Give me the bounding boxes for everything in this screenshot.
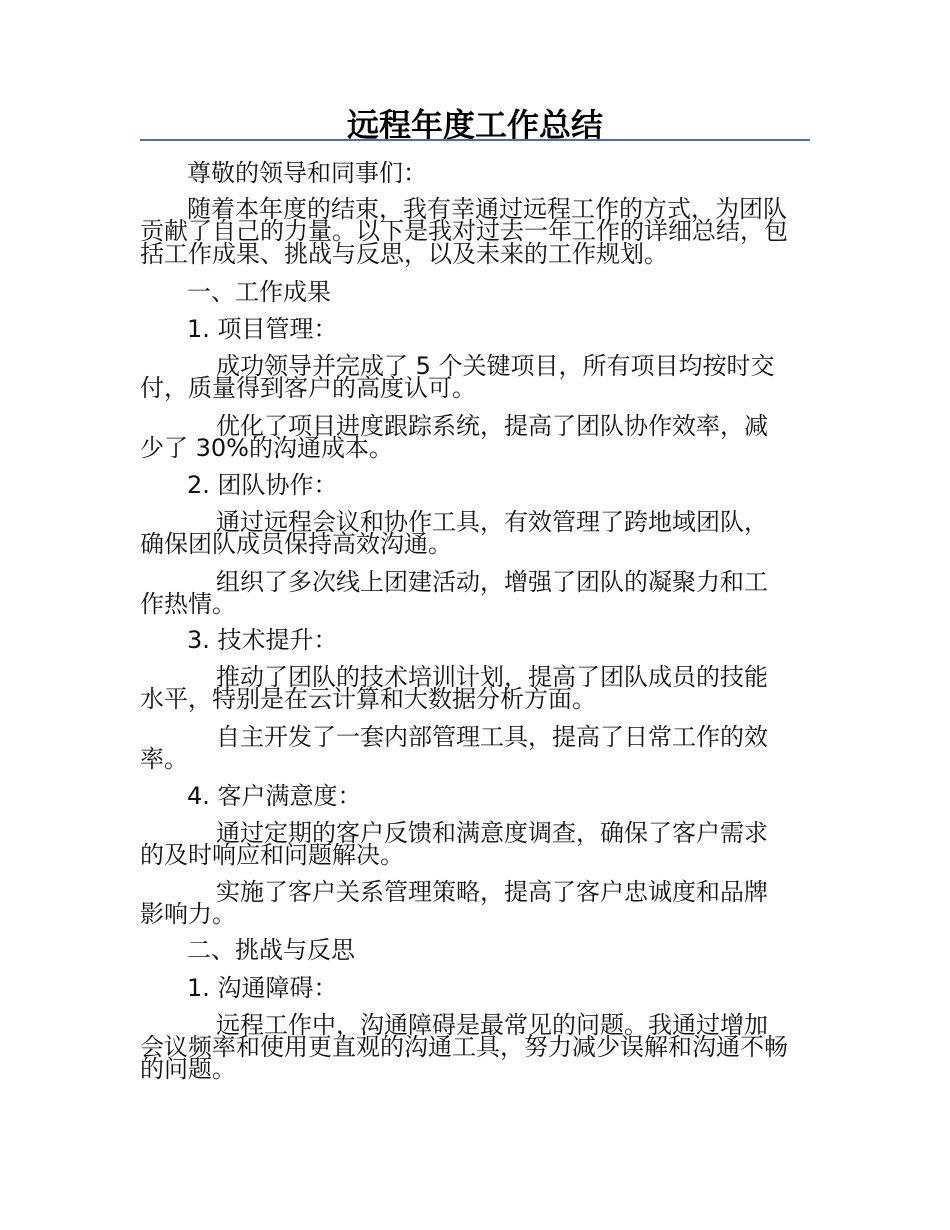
paragraph-line: 作热情。: [140, 590, 236, 618]
paragraph-line: 率。: [140, 745, 188, 773]
subheading-tech-improvement: 3. 技术提升：: [187, 626, 338, 654]
intro-line-2: 贡献了自己的力量。以下是我对过去一年工作的详细总结，包: [140, 217, 788, 245]
paragraph-line: 实施了客户关系管理策略，提高了客户忠诚度和品牌: [216, 878, 768, 906]
paragraph-line: 远程工作中，沟通障碍是最常见的问题。我通过增加: [216, 1011, 768, 1039]
paragraph-line: 少了 30%的沟通成本。: [140, 434, 393, 462]
paragraph-line: 的问题。: [140, 1055, 236, 1083]
title-underline: [140, 139, 810, 141]
paragraph-line: 通过远程会议和协作工具，有效管理了跨地域团队，: [216, 508, 768, 536]
section-heading-challenges: 二、挑战与反思: [187, 936, 355, 964]
subheading-customer-satisfaction: 4. 客户满意度：: [187, 782, 362, 810]
subheading-project-management: 1. 项目管理：: [187, 315, 338, 343]
paragraph-line: 确保团队成员保持高效沟通。: [140, 530, 452, 558]
intro-line-1: 随着本年度的结束，我有幸通过远程工作的方式，为团队: [187, 195, 787, 223]
paragraph-line: 自主开发了一套内部管理工具，提高了日常工作的效: [216, 723, 768, 751]
paragraph-line: 推动了团队的技术培训计划，提高了团队成员的技能: [216, 663, 768, 691]
subheading-team-collaboration: 2. 团队协作：: [187, 471, 338, 499]
intro-line-3: 括工作成果、挑战与反思，以及未来的工作规划。: [140, 240, 668, 268]
paragraph-line: 成功领导并完成了 5 个关键项目，所有项目均按时交: [216, 352, 775, 380]
paragraph-line: 通过定期的客户反馈和满意度调查，确保了客户需求: [216, 819, 768, 847]
paragraph-line: 影响力。: [140, 900, 236, 928]
document-title: 远程年度工作总结: [346, 106, 603, 144]
paragraph-line: 优化了项目进度跟踪系统，提高了团队协作效率，减: [216, 412, 768, 440]
paragraph-line: 组织了多次线上团建活动，增强了团队的凝聚力和工: [216, 568, 768, 596]
paragraph-line: 付，质量得到客户的高度认可。: [140, 374, 476, 402]
greeting: 尊敬的领导和同事们：: [187, 159, 427, 187]
paragraph-line: 会议频率和使用更直观的沟通工具，努力减少误解和沟通不畅: [140, 1033, 788, 1061]
paragraph-line: 的及时响应和问题解决。: [140, 841, 404, 869]
section-heading-achievements: 一、工作成果: [187, 278, 331, 306]
paragraph-line: 水平，特别是在云计算和大数据分析方面。: [140, 685, 596, 713]
subheading-communication: 1. 沟通障碍：: [187, 974, 338, 1002]
